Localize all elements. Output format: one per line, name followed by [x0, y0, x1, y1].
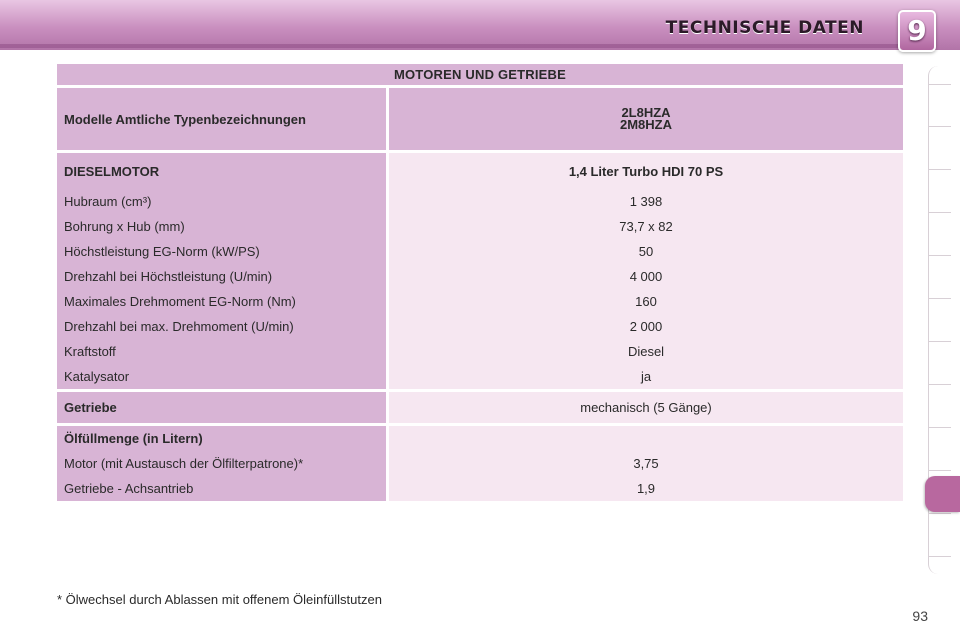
spec-label: Bohrung x Hub (mm): [57, 214, 389, 239]
spec-label: Kraftstoff: [57, 339, 389, 364]
chapter-tab-divider: [929, 341, 951, 342]
engine-spec-table: [57, 64, 903, 501]
model-code: 2M8HZA: [619, 117, 672, 132]
table-row-gearbox: [57, 392, 903, 426]
engine-label: DIESELMOTOR: [57, 153, 389, 189]
spec-label: Höchstleistung EG-Norm (kW/PS): [57, 239, 389, 264]
oil-item-label: Motor (mit Austausch der Ölfilterpatrone)*: [57, 451, 389, 476]
oil-label: Ölfüllmenge (in Litern): [57, 426, 389, 451]
engine-value: 1,4 Liter Turbo HDI 70 PS: [389, 153, 903, 189]
chapter-tab-divider: [929, 298, 951, 299]
chapter-tab-divider: [929, 212, 951, 213]
chapter-tab-active[interactable]: [925, 476, 960, 512]
chapter-tab-divider: [929, 470, 951, 471]
models-cell: [389, 88, 903, 153]
table-title-row: [57, 64, 903, 88]
spec-value: 4 000: [389, 264, 903, 289]
table-row: [57, 451, 903, 476]
table-row: [57, 189, 903, 214]
spec-label: Katalysator: [57, 364, 389, 392]
chapter-tab-divider: [929, 384, 951, 385]
spec-value: 160: [389, 289, 903, 314]
header-band: [0, 0, 960, 50]
chapter-badge: 9: [898, 10, 936, 52]
spec-value: 1 398: [389, 189, 903, 214]
gearbox-value: mechanisch (5 Gänge): [389, 392, 903, 426]
table-row-models: [57, 88, 903, 153]
page-number: 93: [912, 608, 928, 624]
chapter-tab-divider: [929, 427, 951, 428]
table-row: [57, 314, 903, 339]
table-row: [57, 339, 903, 364]
table-row: [57, 239, 903, 264]
spec-value: 50: [389, 239, 903, 264]
model-code: 2L8HZA: [621, 105, 671, 120]
spec-value: 73,7 x 82: [389, 214, 903, 239]
models-label: Modelle Amtliche Typenbezeichnungen: [57, 88, 389, 153]
oil-header-value: [389, 426, 903, 451]
chapter-tab-divider: [929, 126, 951, 127]
header-stripe: [0, 44, 900, 48]
oil-item-value: 1,9: [389, 476, 903, 501]
table-row: [57, 264, 903, 289]
spec-value: ja: [389, 364, 903, 392]
page-title: TECHNISCHE DATEN: [665, 18, 864, 38]
table-row-oil-header: [57, 426, 903, 451]
spec-value: 2 000: [389, 314, 903, 339]
gearbox-label: Getriebe: [57, 392, 389, 426]
table-row: [57, 476, 903, 501]
footnote: * Ölwechsel durch Ablassen mit offenem Öleinfüllstutzen: [57, 592, 382, 607]
chapter-tab-divider: [929, 255, 951, 256]
table-title: MOTOREN UND GETRIEBE: [57, 64, 903, 88]
spec-value: Diesel: [389, 339, 903, 364]
spec-label: Maximales Drehmoment EG-Norm (Nm): [57, 289, 389, 314]
chapter-tab-divider: [929, 556, 951, 557]
table-row-engine: [57, 153, 903, 189]
table-row: [57, 364, 903, 392]
spec-label: Drehzahl bei max. Drehmoment (U/min): [57, 314, 389, 339]
chapter-tab-divider: [929, 84, 951, 85]
spec-label: Drehzahl bei Höchstleistung (U/min): [57, 264, 389, 289]
chapter-tab-divider: [929, 169, 951, 170]
chapter-tab-divider: [929, 513, 951, 514]
spec-label: Hubraum (cm³): [57, 189, 389, 214]
table-row: [57, 214, 903, 239]
oil-item-label: Getriebe - Achsantrieb: [57, 476, 389, 501]
table-row: [57, 289, 903, 314]
oil-item-value: 3,75: [389, 451, 903, 476]
